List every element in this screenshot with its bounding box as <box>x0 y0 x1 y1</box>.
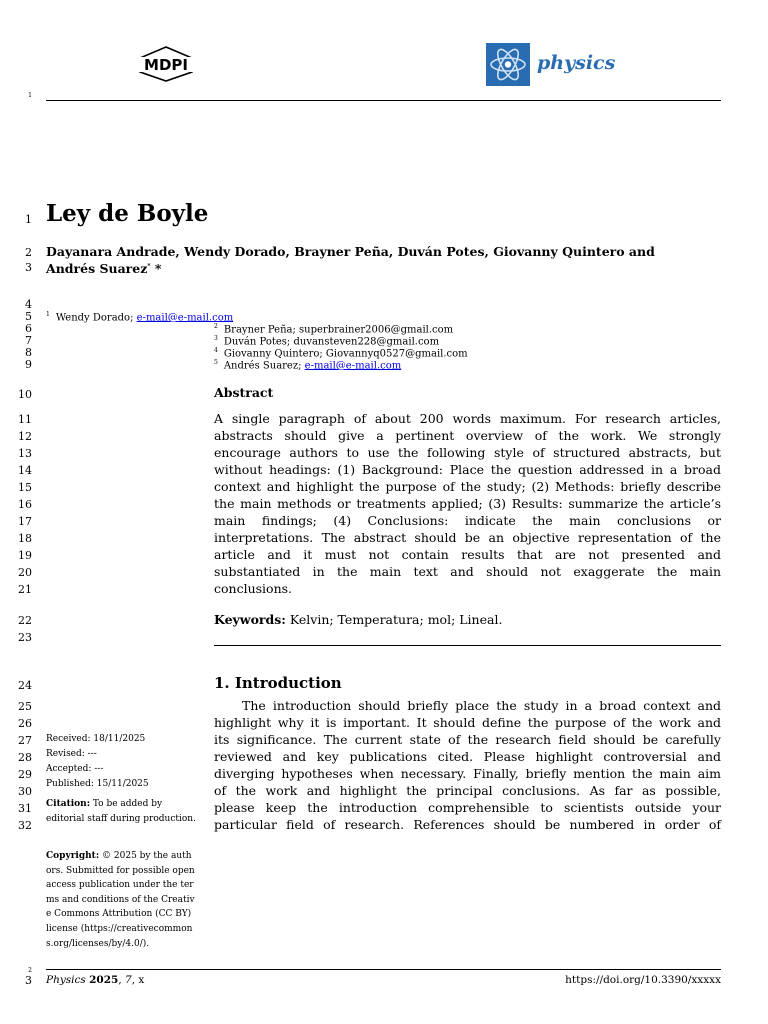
header-rule <box>46 100 721 101</box>
line-number: 12 <box>18 430 32 443</box>
received-date: Received: 18/11/2025 <box>46 734 146 744</box>
line-number: 4 <box>25 298 32 311</box>
footer-pages: x <box>138 974 145 986</box>
copyright-note: Copyright: © 2025 by the authors. Submitted for possible open access publication under the terms and conditions of the Creative Commons Attribution (CC BY) license (https://creativecommons.org/licenses/by/4.0/). <box>46 851 195 949</box>
corresponding-mark: * <box>154 261 162 277</box>
revised-date: Revised: --- <box>46 749 97 759</box>
line-number: 24 <box>18 679 32 692</box>
email-link[interactable]: e-mail@e-mail.com <box>304 360 402 372</box>
abstract-line: encourage authors to use the following style of structured abstracts, but <box>214 445 721 460</box>
author-name: Andrés Suarez <box>46 261 148 277</box>
line-number: 3 <box>25 261 32 274</box>
authors-line-1: Dayanara Andrade, Wendy Dorado, Brayner Peña, Duván Potes, Giovanny Quintero and <box>46 244 655 259</box>
affiliation-item: $^1$ Wendy Dorado; e-mail@e-mail.com <box>46 311 234 324</box>
intro-line: of the work and highlight the principal conclusions. As far as possible, <box>214 783 721 798</box>
affiliation-item: $^5$ Andrés Suarez; e-mail@e-mail.com <box>214 359 402 372</box>
affiliation-item: $^4$ Giovanny Quintero; Giovannyq0527@gmail.com <box>214 347 468 360</box>
line-number: 20 <box>18 566 32 579</box>
line-number: 1 <box>25 213 32 226</box>
line-number: 17 <box>18 515 32 528</box>
abstract-heading: Abstract <box>214 385 274 400</box>
line-number: 3 <box>25 974 32 987</box>
abstract-line: context and highlight the purpose of the study; (2) Methods: briefly describe <box>214 479 721 494</box>
abstract-line: article and it must not contain results that are not presented and <box>214 547 721 562</box>
abstract-line: substantiated in the main text and should not exaggerate the main <box>214 564 721 579</box>
line-number: 14 <box>18 464 32 477</box>
email-link[interactable]: e-mail@e-mail.com <box>136 312 234 324</box>
affiliation-item: $^2$ Brayner Peña; superbrainer2006@gmail.com <box>214 323 454 336</box>
intro-line: its significance. The current state of the research field should be carefully <box>214 732 721 747</box>
article-title: Ley de Boyle <box>46 200 209 227</box>
footer-volume: 7 <box>125 974 132 986</box>
line-number: 31 <box>18 802 32 815</box>
mdpi-logo <box>137 46 195 82</box>
mdpi-logo-text: MDPI <box>144 56 188 74</box>
line-number: 7 <box>25 334 32 347</box>
line-number: 9 <box>25 358 32 371</box>
keywords-text: Kelvin; Temperatura; mol; Lineal. <box>285 612 503 627</box>
abstract-line: interpretations. The abstract should be an objective representation of the <box>214 530 721 545</box>
line-number: 21 <box>18 583 32 596</box>
accepted-date: Accepted: --- <box>46 764 104 774</box>
line-number: 30 <box>18 785 32 798</box>
footer-journal-name: Physics <box>46 974 86 986</box>
line-number: 6 <box>25 322 32 335</box>
line-number: 18 <box>18 532 32 545</box>
footer-citation: Physics 2025, 7, x <box>46 974 145 986</box>
intro-body <box>214 697 721 833</box>
abstract-line: main findings; (4) Conclusions: indicate the main conclusions or <box>214 513 721 528</box>
line-number: 29 <box>18 768 32 781</box>
line-number: 22 <box>18 614 32 627</box>
intro-line: please keep the introduction comprehensible to scientists outside your <box>214 800 721 815</box>
footer-rule <box>46 969 721 970</box>
line-number: 27 <box>18 734 32 747</box>
section-heading: 1. Introduction <box>214 674 342 692</box>
line-number: 5 <box>25 310 32 323</box>
line-number: 25 <box>18 700 32 713</box>
line-number: 32 <box>18 819 32 832</box>
intro-line: particular field of research. References should be numbered in order of <box>214 817 721 832</box>
abstract-line: the main methods or treatments applied; (3) Results: summarize the article’s <box>214 496 721 511</box>
keywords-label: Keywords: <box>214 612 286 627</box>
citation-note: Citation: To be added by editorial staff during production. <box>46 799 196 824</box>
abstract-line: A single paragraph of about 200 words maximum. For research articles, <box>214 411 721 426</box>
line-number: 2 <box>25 246 32 259</box>
abstract-line: abstracts should give a pertinent overview of the work. We strongly <box>214 428 721 443</box>
line-number: 11 <box>18 413 32 426</box>
line-number: 15 <box>18 481 32 494</box>
doi-link[interactable]: https://doi.org/10.3390/xxxxx <box>565 974 721 986</box>
line-number: 26 <box>18 717 32 730</box>
intro-line: The introduction should briefly place the study in a broad context and <box>242 698 721 713</box>
authors-line-2: Andrés Suarez* * <box>46 261 162 277</box>
line-number: 13 <box>18 447 32 460</box>
line-number: 1 <box>28 92 32 99</box>
abstract-body <box>214 410 721 597</box>
line-number: 8 <box>25 346 32 359</box>
abstract-line: without headings: (1) Background: Place the question addressed in a broad <box>214 462 721 477</box>
intro-line: diverging hypotheses when necessary. Finally, briefly mention the main aim <box>214 766 721 781</box>
keywords <box>214 612 502 627</box>
intro-line: reviewed and key publications cited. Please highlight controversial and <box>214 749 721 764</box>
affiliation-item: $^3$ Duván Potes; duvansteven228@gmail.com <box>214 335 440 348</box>
section-rule <box>214 645 721 646</box>
intro-line: highlight why it is important. It should define the purpose of the work and <box>214 715 721 730</box>
abstract-line: conclusions. <box>214 581 293 596</box>
line-number: 19 <box>18 549 32 562</box>
published-date: Published: 15/11/2025 <box>46 779 149 789</box>
footer-year: 2025 <box>89 974 119 986</box>
line-number: 28 <box>18 751 32 764</box>
atom-icon <box>486 43 530 86</box>
line-number: 10 <box>18 388 32 401</box>
journal-name: physics <box>537 52 616 74</box>
line-number: 23 <box>18 631 32 644</box>
line-number: 16 <box>18 498 32 511</box>
line-number: 2 <box>28 967 32 974</box>
